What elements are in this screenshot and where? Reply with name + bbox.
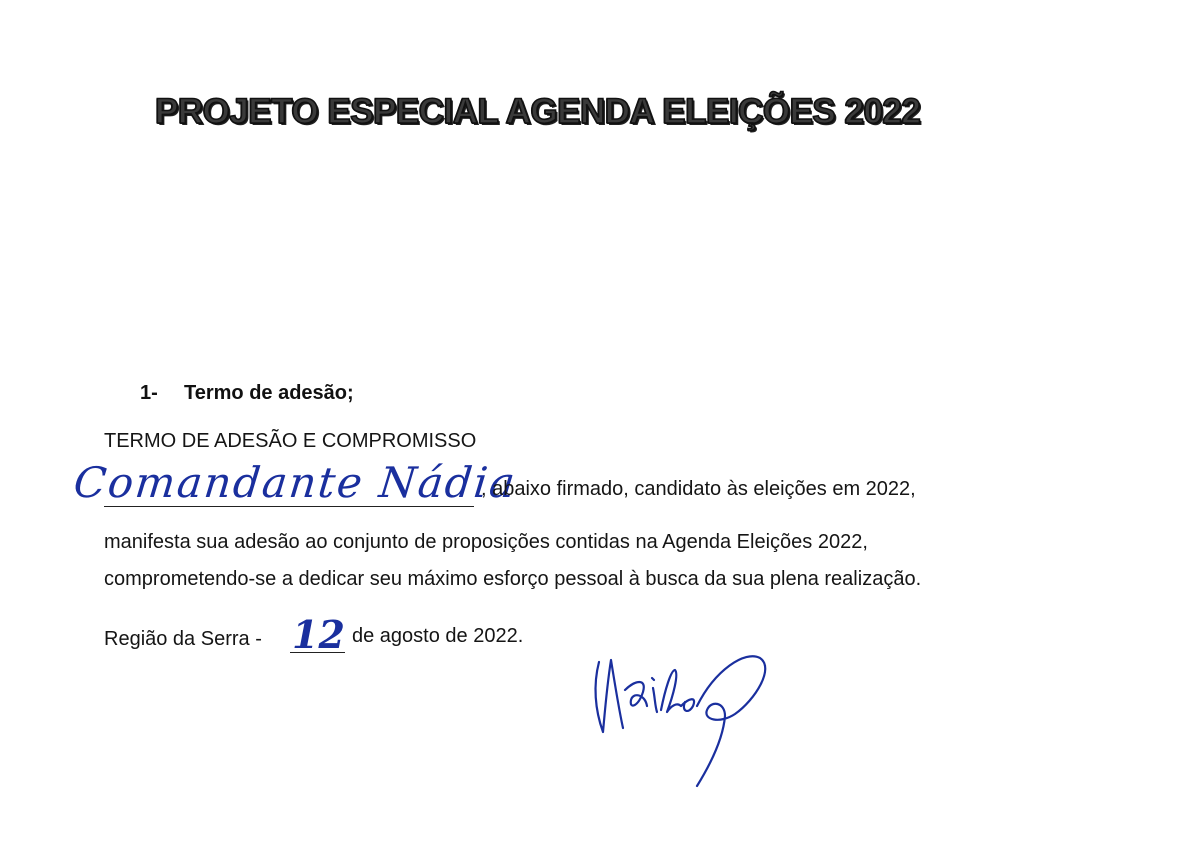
paragraph-line-1: manifesta sua adesão ao conjunto de proposições contidas na Agenda Eleições 2022,	[104, 531, 868, 553]
paragraph-line-2: comprometendo-se a dedicar seu máximo esforço pessoal à busca da sua plena realização.	[104, 568, 922, 590]
section-heading-label: Termo de adesão;	[184, 382, 354, 404]
day-fill-line	[290, 652, 345, 653]
candidate-clause: , abaixo firmado, candidato às eleições em 2022,	[481, 478, 916, 500]
handwritten-day: 12	[292, 612, 345, 657]
name-fill-line	[104, 506, 474, 507]
section-number: 1-	[140, 382, 158, 404]
section-heading	[140, 382, 354, 405]
date-month-year: de agosto de 2022.	[352, 625, 524, 647]
handwritten-candidate-name: Comandante Nádia	[71, 458, 520, 507]
document-title: PROJETO ESPECIAL AGENDA ELEIÇÕES 2022	[155, 92, 921, 131]
term-title: TERMO DE ADESÃO E COMPROMISSO	[104, 430, 477, 452]
date-location: Região da Serra -	[104, 628, 262, 650]
handwritten-signature	[585, 640, 785, 790]
